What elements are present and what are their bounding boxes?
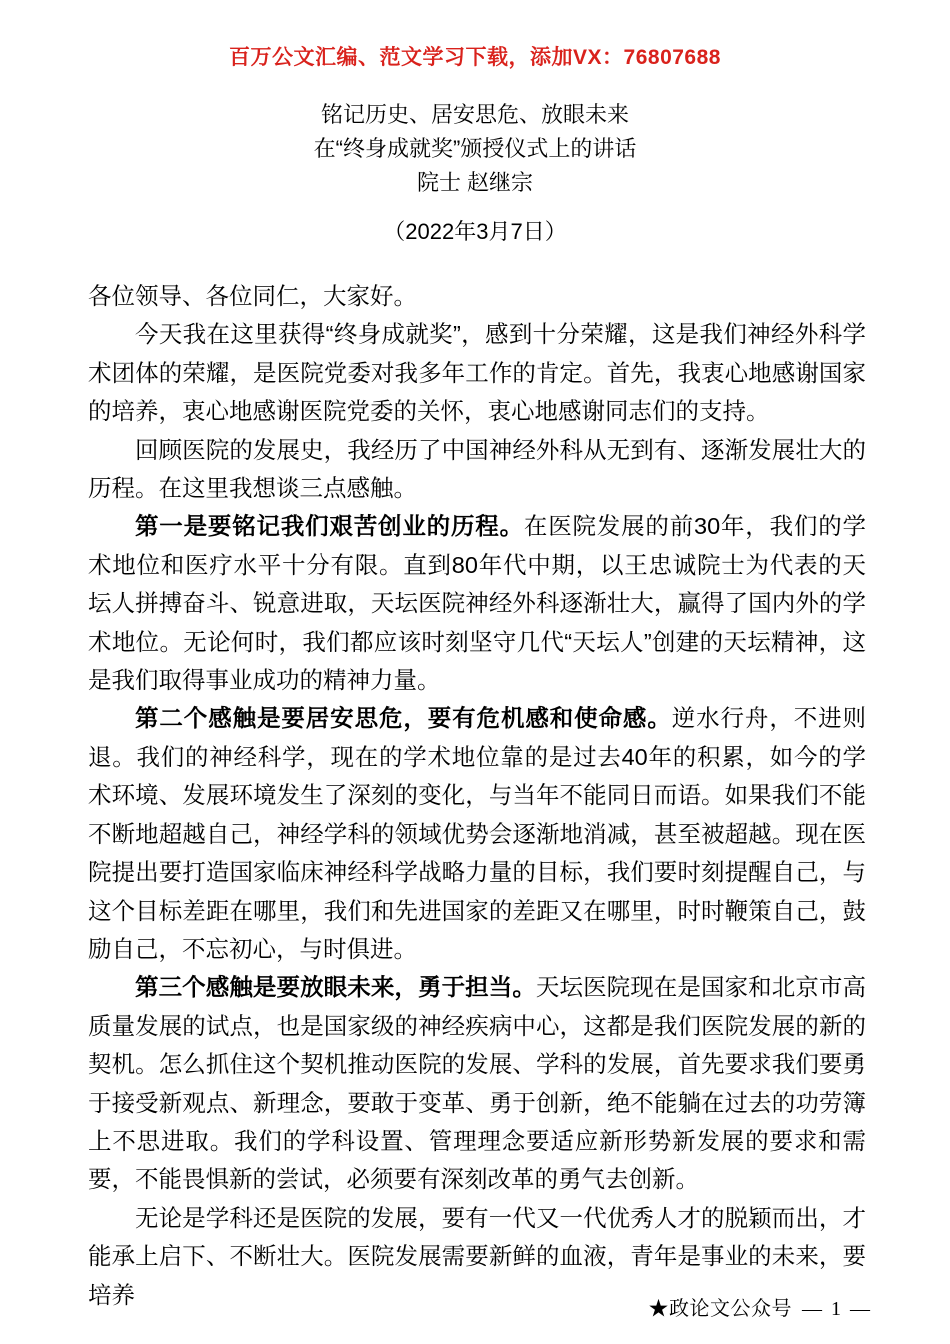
point-two-text: 逆水行舟，不进则退。我们的神经科学，现在的学术地位靠的是过去40年的积累，如今的学术环境、发展环境发生了深刻的变化，与当年不能同日而语。如果我们不能不断地超越自己，神经学科的领域优势会逐渐地消减，甚至被超越。现在医院提出要打造国家临床神经科学战略力量的目标，我们要时刻提醒自己，与这个目标差距在哪里，我们和先进国家的差距又在哪里，时时鞭策自己，鼓励自己，不忘初心，与时俱进。 [88,705,867,962]
title-line-2: 在“终身成就奖”颁授仪式上的讲话 [313,136,637,161]
paragraph-opening: 今天我在这里获得“终身成就奖”，感到十分荣耀，这是我们神经外科学术团体的荣耀，是医院党委对我多年工作的肯定。首先，我衷心地感谢国家的培养，衷心地感谢医院党委的关怀，衷心地感谢同志们的支持。 [88,321,866,425]
document-title-block [0,98,950,249]
point-three-heading: 第三个感触是要放眼未来，勇于担当。 [135,974,536,1001]
footer-mark: ★政论文公众号 [648,1298,792,1320]
paragraph-point-three [88,968,866,1198]
title-date: （2022年3月7日） [383,219,567,244]
title-author: 院士 赵继宗 [416,170,534,195]
title-line-1: 铭记历史、居安思危、放眼未来 [320,102,629,127]
page-footer [0,1292,950,1321]
point-three-text: 天坛医院现在是国家和北京市高质量发展的试点，也是国家级的神经疾病中心，这都是我们医院发展的新的契机。怎么抓住这个契机推动医院的发展、学科的发展，首先要求我们要勇于接受新观点、新理念，要敢于变革、勇于创新，绝不能躺在过去的功劳簿上不思进取。我们的学科设置、管理理念要适应新形势新发展的要求和需要，不能畏惧新的尝试，必须要有深刻改革的勇气去创新。 [88,974,867,1193]
point-two-heading: 第二个感触是要居安思危，要有危机感和使命感。 [135,705,672,732]
paragraph-review: 回顾医院的发展史，我经历了中国神经外科从无到有、逐渐发展壮大的历程。在这里我想谈三点感触。 [88,436,866,502]
paragraph-talent: 无论是学科还是医院的发展，要有一代又一代优秀人才的脱颖而出，才能承上启下、不断壮大。医院发展需要新鲜的血液，青年是事业的未来，要培养 [88,1204,866,1308]
paragraph-point-two [88,699,866,968]
document-body [88,277,866,1314]
point-one-text: 在医院发展的前30年，我们的学术地位和医疗水平十分有限。直到80年代中期，以王忠诚院士为代表的天坛人拼搏奋斗、锐意进取，天坛医院神经外科逐渐壮大，赢得了国内外的学术地位。无论何时，我们都应该时刻坚守几代“天坛人”创建的天坛精神，这是我们取得事业成功的精神力量。 [88,513,867,694]
watermark-header: 百万公文汇编、范文学习下载，添加VX：76807688 [229,46,721,69]
paragraph-point-one [88,507,866,699]
point-one-heading: 第一是要铭记我们艰苦创业的历程。 [135,513,524,540]
paragraph-salutation: 各位领导、各位同仁，大家好。 [88,283,417,309]
page-number: — 1 — [802,1298,872,1320]
